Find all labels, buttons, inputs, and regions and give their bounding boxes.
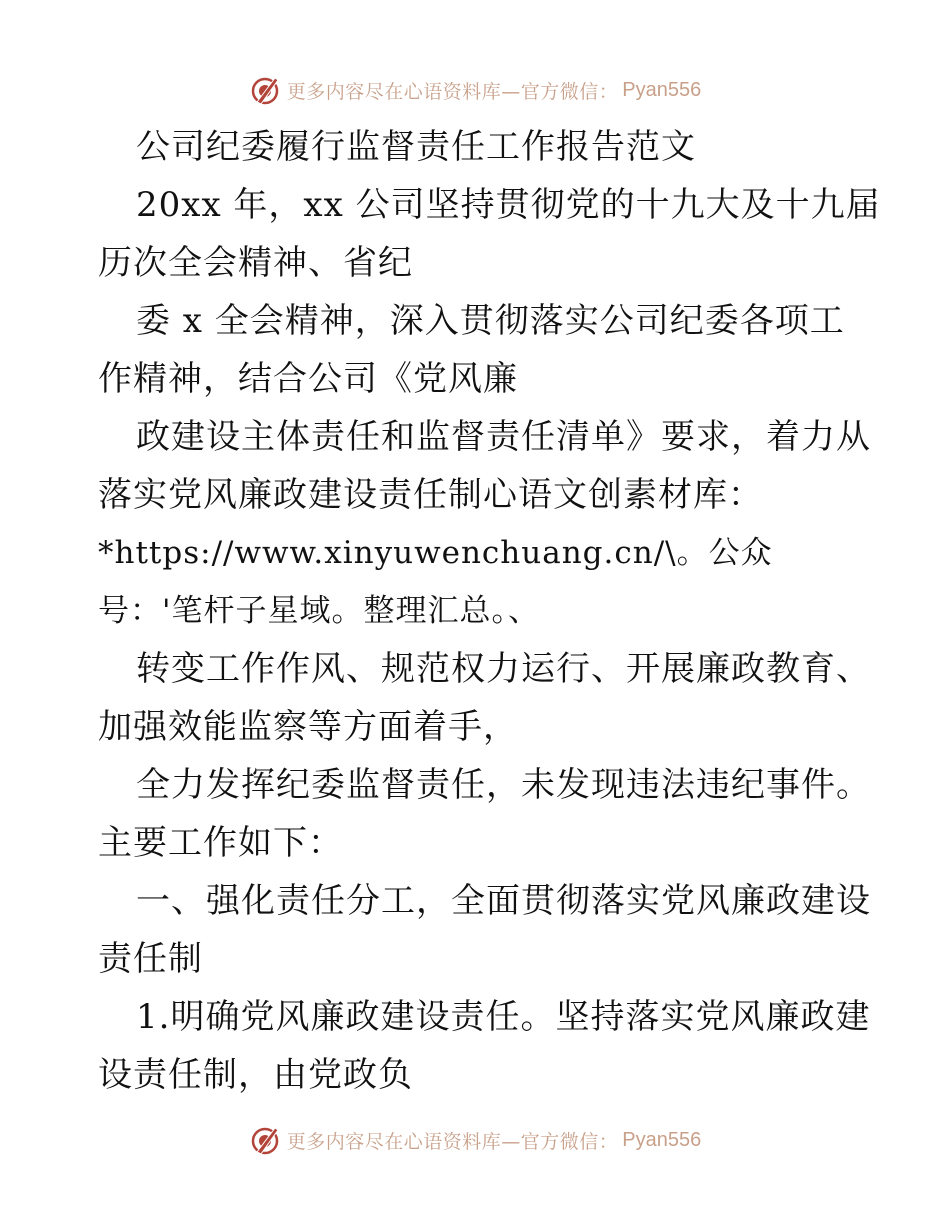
- paragraph-line: 加强效能监察等方面着手，: [98, 707, 518, 747]
- document-title: 公司纪委履行监督责任工作报告范文: [136, 127, 696, 167]
- paragraph-line: 历次全会精神、省纪: [98, 243, 413, 283]
- watermark-wechat-id: Pyan556: [622, 78, 702, 101]
- paragraph-line: 主要工作如下：: [98, 823, 343, 863]
- paragraph-line: 政建设主体责任和监督责任清单》要求，着力从: [136, 417, 871, 457]
- paragraph-line: 号：'笔杆子星域。整理汇总。、: [98, 593, 541, 629]
- footer-watermark-banner: [0, 1120, 950, 1160]
- pen-logo-icon: [249, 1124, 281, 1156]
- paragraph-line: 全力发挥纪委监督责任，未发现违法违纪事件。: [136, 765, 871, 805]
- section-heading: 责任制: [98, 939, 203, 979]
- watermark-text: 更多内容尽在心语资料库—官方微信：: [286, 80, 619, 103]
- url-line: *https://www.xinyuwenchuang.cn/\。公众: [98, 535, 773, 571]
- paragraph-line: 落实党风廉政建设责任制心语文创素材库：: [98, 475, 763, 515]
- section-heading: 一、强化责任分工，全面贯彻落实党风廉政建设: [136, 881, 871, 921]
- paragraph-line: 转变工作作风、规范权力运行、开展廉政教育、: [136, 649, 871, 689]
- document-body: [98, 118, 881, 1104]
- paragraph-line: 作精神，结合公司《党风廉: [98, 359, 518, 399]
- watermark-wechat-id: Pyan556: [622, 1128, 702, 1151]
- paragraph-line: 委 x 全会精神，深入贯彻落实公司纪委各项工: [136, 301, 845, 341]
- watermark-text: 更多内容尽在心语资料库—官方微信：: [286, 1130, 619, 1153]
- paragraph-line: 20xx 年，xx 公司坚持贯彻党的十九大及十九届: [136, 185, 881, 225]
- paragraph-line: 设责任制，由党政负: [98, 1055, 413, 1095]
- header-watermark-banner: [0, 70, 950, 110]
- pen-logo-icon: [249, 74, 281, 106]
- paragraph-line: 1.明确党风廉政建设责任。坚持落实党风廉政建: [136, 997, 871, 1037]
